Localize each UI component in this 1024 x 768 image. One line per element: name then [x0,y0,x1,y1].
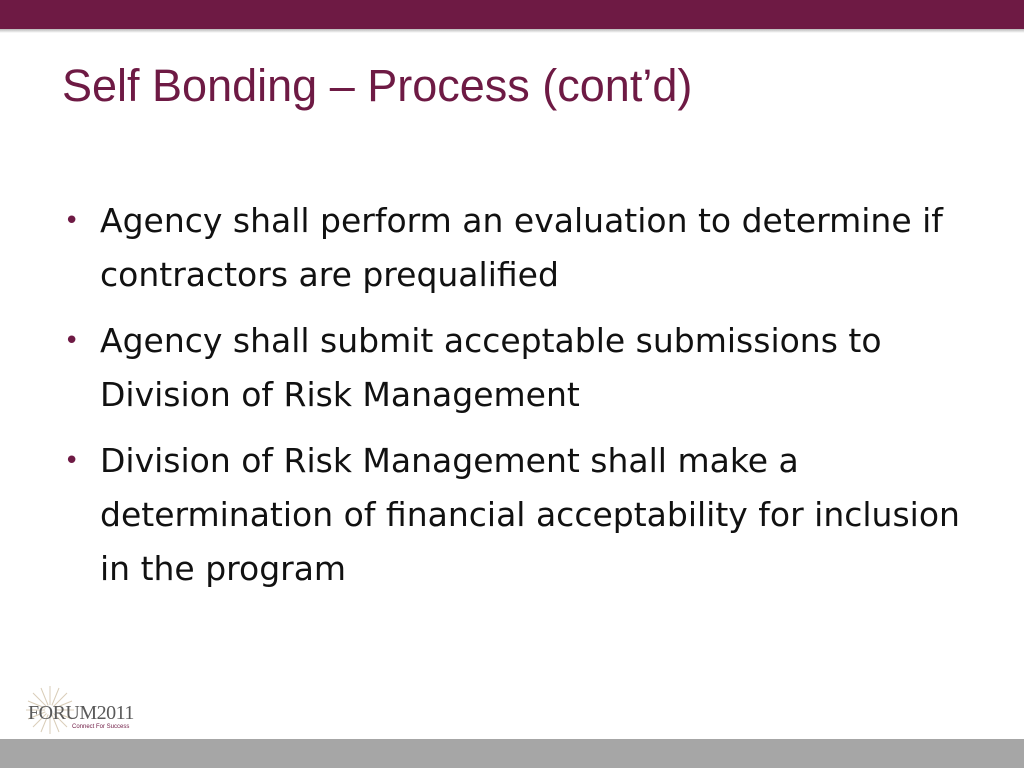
bullet-text: Division of Risk Management shall make a determination of financial acceptability for inclusion in the program [100,441,960,588]
bullet-text: Agency shall perform an evaluation to determine if contractors are prequalified [100,201,943,294]
bullet-item [62,434,992,596]
bullet-marker: • [64,446,80,476]
forum-logo [20,684,145,736]
bullet-item [62,314,992,422]
footer-bar [0,739,1024,768]
bullet-marker: • [64,206,80,236]
bullet-marker: • [64,326,80,356]
slide-title: Self Bonding – Process (cont’d) [62,60,693,111]
bullet-list [62,194,992,608]
logo-wordmark: FORUM2011 [28,702,134,724]
bullet-text: Agency shall submit acceptable submissions to Division of Risk Management [100,321,882,414]
header-bar [0,0,1024,29]
logo-tagline: Connect For Success [72,724,130,730]
header-bar-shadow [0,29,1024,33]
bullet-item [62,194,992,302]
